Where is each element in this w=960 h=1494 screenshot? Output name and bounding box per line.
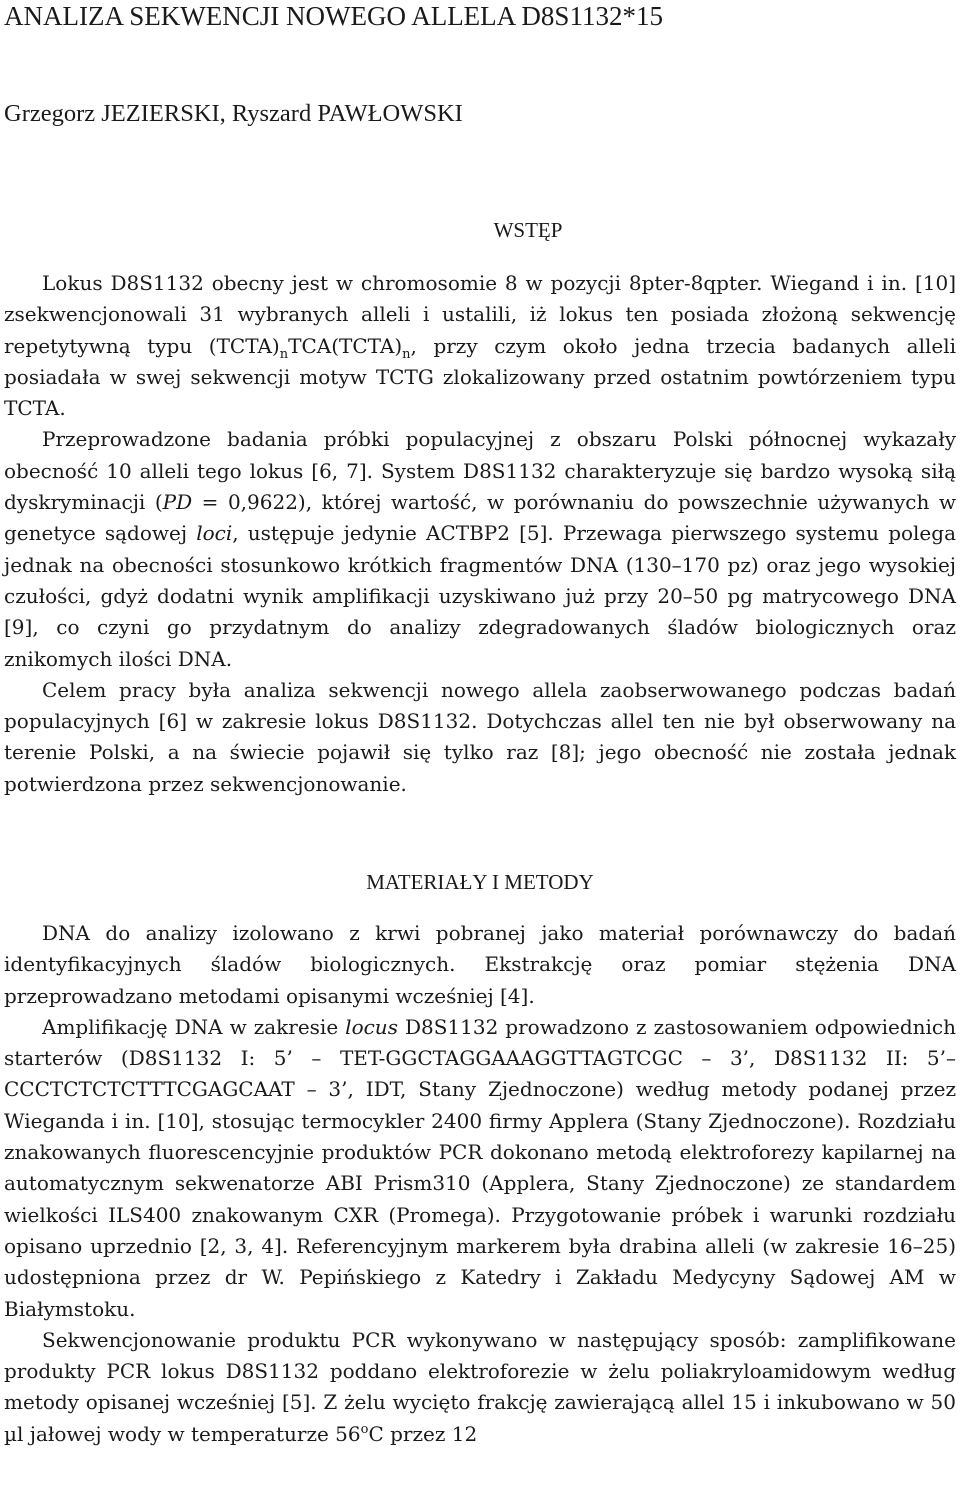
article-title: ANALIZA SEKWENCJI NOWEGO ALLELA D8S1132*15 [4,1,663,31]
italic-locus: locus [345,1014,398,1039]
text-run: Amplifikację DNA w zakresie [42,1014,346,1039]
article-authors: Grzegorz JEZIERSKI, Ryszard PAWŁOWSKI [4,100,463,127]
text-run: TCA(TCTA) [288,333,403,358]
heading-materials-methods: MATERIAŁY I METODY [366,870,594,894]
text-run: , przy czym około jedna trzecia badanych alleli posiadała w swej sekwencji motyw TCTG zlokalizowany przed ostatnim powtórzeniem typu TCTA. [4,333,956,421]
subscript-n: n [279,346,289,362]
text-run: = 0,9622), której wartość, w porównaniu do powszechnie używanych w genetyce sądowej [4,490,956,546]
methods-paragraph-2 [4,1012,956,1325]
methods-paragraph-3 [4,1325,956,1450]
text-run: C przez 12 [368,1421,478,1446]
heading-introduction: WSTĘP [493,218,563,242]
italic-pd: PD [162,490,193,515]
text-run: Sekwencjonowanie produktu PCR wykonywano w następujący sposób: zamplifikowane produkty PCR lokus D8S1132 poddano elektroforezie w żelu poliakryloamidowym według metody opisanej wcześniej [5]. Z żelu wycięto frakcję zawierającą allel 15 i inkubowano w 50 µl jałowej wody w temperaturze 56 [4,1327,956,1446]
intro-paragraph-2 [4,424,956,674]
intro-paragraph-3: Celem pracy była analiza sekwencji nowego allela zaobserwowanego podczas badań populacyjnych [6] w zakresie lokus D8S1132. Dotychczas allel ten nie był obserwowany na terenie Polski, a na świecie pojawił się tylko raz [8]; jego obecność nie została jednak potwierdzona przez sekwencjonowanie. [4,677,956,796]
text-run: Przeprowadzone badania próbki populacyjnej z obszaru Polski północnej wykazały obecność 10 alleli tego lokus [6, 7]. System D8S1132 charakteryzuje się bardzo wysoką siłą dyskryminacji ( [4,427,956,515]
italic-loci: loci [196,521,233,546]
text-run: D8S1132 prowadzono z zastosowaniem odpowiednich starterów (D8S1132 I: 5’ – TET-GGCTAGGAAAGGTTAGTCGC – 3’, D8S1132 II: 5’– CCCTCTCTCTTTCGAGCAAT – 3’, IDT, Stany Zjednoczone) według metody podanej przez Wieganda i in. [10], stosując termocykler 2400 firmy Applera (Stany Zjednoczone). Rozdziału znakowanych fluorescencyjnie produktów PCR dokonano metodą elektroforezy kapilarnej na automatycznym sekwenatorze ABI Prism310 (Applera, Stany Zjednoczone) ze standardem wielkości ILS400 znakowanym CXR (Promega). Przygotowanie próbek i warunki rozdziału opisano uprzednio [2, 3, 4]. Referencyjnym markerem była drabina alleli (w zakresie 16–25) udostępniona przez dr W. Pepińskiego z Katedry i Zakładu Medycyny Sądowej AM w Białymstoku. [4,1014,957,1321]
subscript-n: n [402,346,411,362]
text-run: Lokus D8S1132 obecny jest w chromosomie 8 w pozycji 8pter-8qpter. Wiegand i in. [10] zsekwencjonowali 31 wybranych alleli i ustalili, iż lokus ten posiada złożoną sekwencję repetytywną typu (TCTA) [4,271,956,358]
superscript-degree: o [360,1421,369,1437]
text-run: , ustępuje jedynie ACTBP2 [5]. Przewaga pierwszego systemu polega jednak na obecności stosunkowo krótkich fragmentów DNA (130–170 pz) oraz jego wysokiej czułości, gdyż dodatni wynik amplifikacji uzyskiwano już przy 20–50 pg matrycowego DNA [9], co czyni go przydatnym do analizy zdegradowanych śladów biologicznych oraz znikomych ilości DNA. [4,521,956,671]
intro-paragraph-1 [4,268,956,424]
section-materials-methods [4,918,956,1450]
section-introduction [4,268,956,800]
methods-paragraph-1: DNA do analizy izolowano z krwi pobranej jako materiał porównawczy do badań identyfikacyjnych śladów biologicznych. Ekstrakcję oraz pomiar stężenia DNA przeprowadzano metodami opisanymi wcześniej [4]. [4,921,956,1008]
